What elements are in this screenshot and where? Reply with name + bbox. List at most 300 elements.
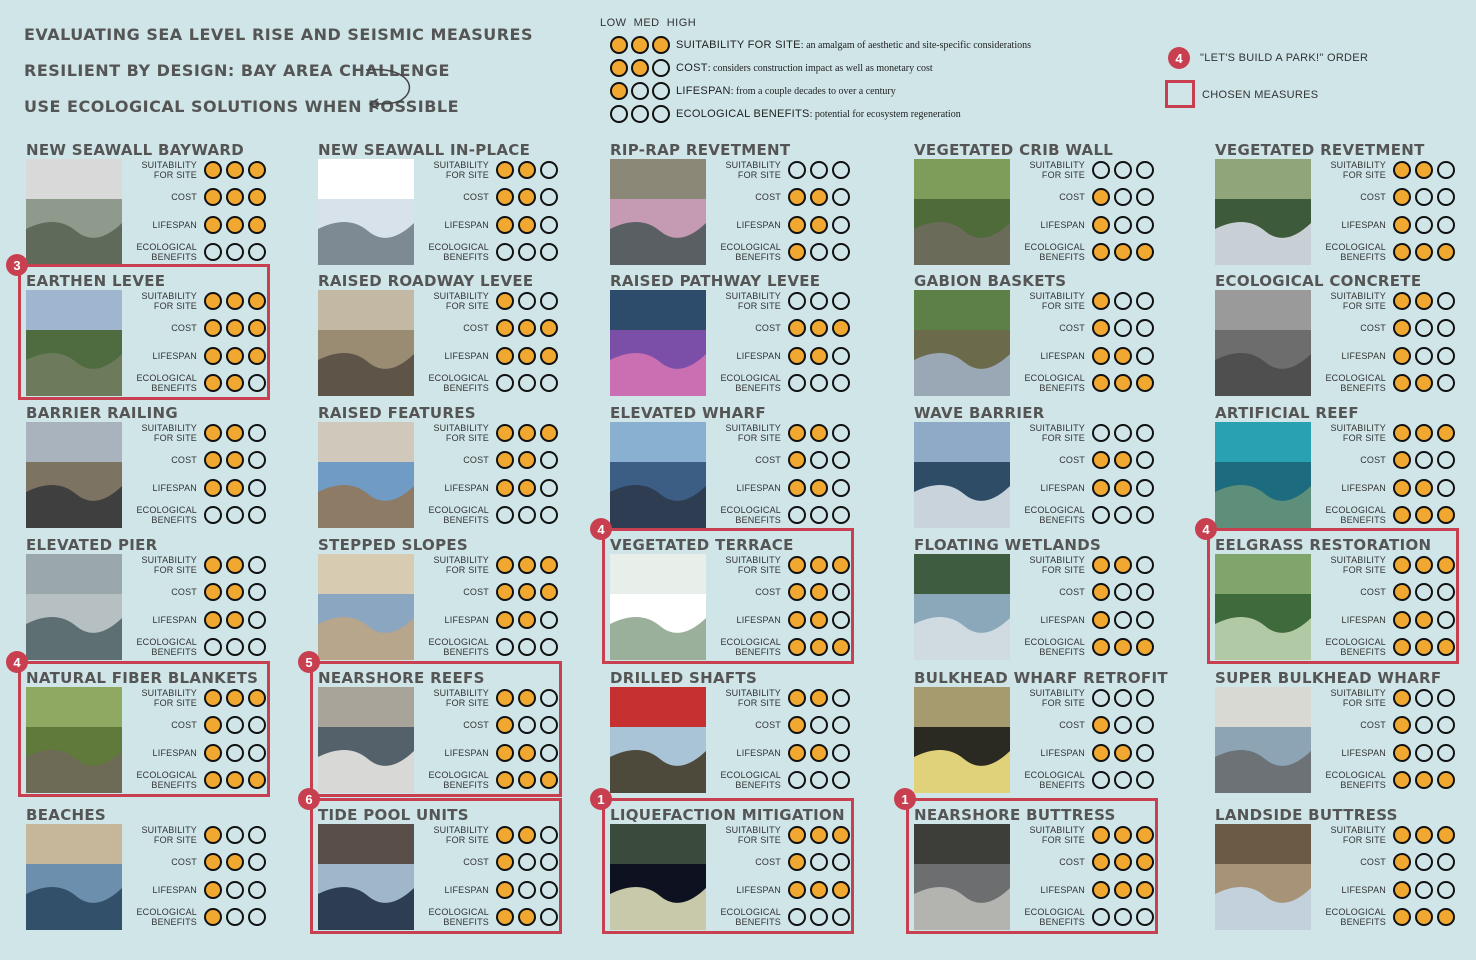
suitability-circle-icon (540, 556, 558, 574)
lifespan-label: LIFESPAN (1341, 885, 1386, 895)
lifespan-circle-icon (1136, 216, 1154, 234)
suitability-label-line-1: SUITABILITY (725, 825, 781, 835)
ecological-circle-icon (1393, 374, 1411, 392)
cost-circle-icon (1092, 583, 1110, 601)
suitability-circle-icon (248, 556, 266, 574)
cost-circle-icon (204, 188, 222, 206)
suitability-circle-icon (226, 161, 244, 179)
suitability-label-line-2: FOR SITE (737, 170, 781, 180)
suitability-label (141, 423, 197, 443)
measure-title: RAISED ROADWAY LEVEE (318, 272, 534, 290)
ecological-circle-icon (1136, 243, 1154, 261)
ecological-rating (708, 241, 850, 263)
ecological-circle-icon (1393, 908, 1411, 926)
cost-rating (1012, 714, 1154, 736)
cost-rating (1012, 186, 1154, 208)
suitability-label-line-1: SUITABILITY (433, 423, 489, 433)
cost-rating (1313, 317, 1455, 339)
lifespan-label: LIFESPAN (444, 220, 489, 230)
lifespan-label: LIFESPAN (152, 351, 197, 361)
ecological-circle-icon (1114, 506, 1132, 524)
ecological-label-line-2: BENEFITS (1039, 515, 1085, 525)
ecological-circle-icon (1114, 243, 1132, 261)
suitability-label-line-1: SUITABILITY (1029, 825, 1085, 835)
cost-circle-icon (1415, 853, 1433, 871)
cost-circle-icon (248, 188, 266, 206)
lifespan-circle-icon (788, 347, 806, 365)
lifespan-rating (1313, 345, 1455, 367)
ecological-circle-icon (248, 243, 266, 261)
ecological-label-line-2: BENEFITS (1340, 383, 1386, 393)
lifespan-rating (416, 609, 558, 631)
cost-circle-icon (1437, 853, 1455, 871)
lifespan-circle-icon (1136, 611, 1154, 629)
measure-card-vegetated-revetment (1213, 141, 1453, 269)
cost-label: COST (463, 587, 489, 597)
ecological-label-line-2: BENEFITS (151, 647, 197, 657)
suitability-circle-icon (496, 424, 514, 442)
suitability-rating (1012, 422, 1154, 444)
lifespan-circle-icon (204, 611, 222, 629)
suitability-circle-icon (1415, 689, 1433, 707)
ecological-label-line-1: ECOLOGICAL (136, 373, 197, 383)
legend-circle-icon (610, 59, 628, 77)
cost-circle-icon (1393, 319, 1411, 337)
measure-photo (26, 554, 122, 660)
lifespan-circle-icon (1136, 347, 1154, 365)
ecological-label-line-2: BENEFITS (443, 252, 489, 262)
cost-circle-icon (788, 319, 806, 337)
suitability-circle-icon (248, 161, 266, 179)
cost-label: COST (755, 587, 781, 597)
lifespan-circle-icon (832, 479, 850, 497)
suitability-label-line-2: FOR SITE (1041, 170, 1085, 180)
suitability-label-line-2: FOR SITE (1041, 698, 1085, 708)
chosen-frame (906, 798, 1158, 934)
ecological-circle-icon (1437, 908, 1455, 926)
lifespan-circle-icon (518, 479, 536, 497)
ecological-label-line-1: ECOLOGICAL (1325, 505, 1386, 515)
measure-title: FLOATING WETLANDS (914, 536, 1102, 554)
ecological-rating (1012, 504, 1154, 526)
ecological-circle-icon (810, 374, 828, 392)
suitability-circle-icon (1092, 689, 1110, 707)
suitability-label (725, 160, 781, 180)
suitability-label-line-2: FOR SITE (1342, 170, 1386, 180)
ecological-label (428, 637, 489, 657)
order-number-badge: 4 (1195, 518, 1217, 540)
lifespan-label: LIFESPAN (1341, 748, 1386, 758)
measure-card-floating-wetlands (912, 536, 1152, 664)
ecological-circle-icon (204, 506, 222, 524)
chosen-frame (310, 798, 562, 934)
legend-desc: : considers construction impact as well as monetary cost (707, 63, 933, 74)
measure-card-new-seawall-in-place (316, 141, 556, 269)
lifespan-label: LIFESPAN (1341, 483, 1386, 493)
ecological-circle-icon (1415, 908, 1433, 926)
ecological-label-line-1: ECOLOGICAL (1325, 373, 1386, 383)
legend-text (676, 85, 896, 97)
measure-title: BULKHEAD WHARF RETROFIT (914, 669, 1168, 687)
cost-circle-icon (1415, 319, 1433, 337)
suitability-label (141, 555, 197, 575)
suitability-circle-icon (518, 556, 536, 574)
lifespan-rating (708, 477, 850, 499)
cost-circle-icon (1136, 716, 1154, 734)
lifespan-circle-icon (540, 216, 558, 234)
measure-photo (610, 422, 706, 528)
cost-circle-icon (1437, 188, 1455, 206)
lifespan-label: LIFESPAN (444, 615, 489, 625)
cost-label: COST (755, 720, 781, 730)
suitability-label-line-2: FOR SITE (737, 698, 781, 708)
cost-rating (1313, 714, 1455, 736)
measure-photo (1215, 824, 1311, 930)
ecological-label-line-2: BENEFITS (735, 917, 781, 927)
lifespan-circle-icon (226, 881, 244, 899)
measure-title: VEGETATED TERRACE (610, 536, 794, 554)
cost-circle-icon (1437, 451, 1455, 469)
ecological-circle-icon (1437, 506, 1455, 524)
suitability-label-line-2: FOR SITE (737, 301, 781, 311)
cost-label: COST (1360, 455, 1386, 465)
ecological-circle-icon (248, 908, 266, 926)
lifespan-rating (708, 214, 850, 236)
measure-title: NATURAL FIBER BLANKETS (26, 669, 259, 687)
ecological-label (1325, 373, 1386, 393)
cost-label: COST (1059, 720, 1085, 730)
ecological-circle-icon (1114, 638, 1132, 656)
suitability-label (1029, 291, 1085, 311)
lifespan-circle-icon (1437, 744, 1455, 762)
cost-rating (708, 317, 850, 339)
cost-rating (708, 449, 850, 471)
lifespan-circle-icon (832, 216, 850, 234)
suitability-circle-icon (1114, 424, 1132, 442)
suitability-label-line-1: SUITABILITY (1029, 291, 1085, 301)
ecological-label-line-1: ECOLOGICAL (428, 505, 489, 515)
suitability-rating (708, 290, 850, 312)
suitability-circle-icon (496, 161, 514, 179)
suitability-circle-icon (1393, 292, 1411, 310)
cost-label: COST (1360, 857, 1386, 867)
measure-photo (914, 687, 1010, 793)
lifespan-label: LIFESPAN (1341, 220, 1386, 230)
lifespan-label: LIFESPAN (152, 483, 197, 493)
suitability-rating (708, 687, 850, 709)
suitability-circle-icon (1114, 292, 1132, 310)
lifespan-circle-icon (204, 881, 222, 899)
measure-title: EARTHEN LEVEE (26, 272, 166, 290)
measure-title: WAVE BARRIER (914, 404, 1045, 422)
suitability-rating (124, 554, 266, 576)
ecological-label-line-1: ECOLOGICAL (1325, 770, 1386, 780)
ecological-circle-icon (518, 506, 536, 524)
measure-card-elevated-wharf (608, 404, 848, 532)
ecological-label-line-1: ECOLOGICAL (1325, 637, 1386, 647)
ecological-circle-icon (832, 771, 850, 789)
ecological-circle-icon (1092, 374, 1110, 392)
ecological-label-line-1: ECOLOGICAL (428, 770, 489, 780)
measure-title: DRILLED SHAFTS (610, 669, 758, 687)
cost-circle-icon (248, 853, 266, 871)
lifespan-circle-icon (1393, 744, 1411, 762)
suitability-label (1029, 555, 1085, 575)
legend-row (610, 103, 961, 125)
suitability-label-line-2: FOR SITE (1342, 433, 1386, 443)
cost-circle-icon (1415, 451, 1433, 469)
cost-label: COST (1059, 323, 1085, 333)
suitability-circle-icon (518, 292, 536, 310)
lifespan-rating (124, 477, 266, 499)
lifespan-circle-icon (1393, 881, 1411, 899)
suitability-label-line-1: SUITABILITY (725, 160, 781, 170)
cost-circle-icon (226, 583, 244, 601)
lifespan-circle-icon (1415, 881, 1433, 899)
suitability-circle-icon (1114, 556, 1132, 574)
ecological-circle-icon (204, 638, 222, 656)
lifespan-circle-icon (1136, 744, 1154, 762)
cost-rating (416, 581, 558, 603)
cost-circle-icon (1114, 716, 1132, 734)
ecological-label-line-2: BENEFITS (443, 647, 489, 657)
chosen-frame (18, 264, 270, 400)
lifespan-circle-icon (1114, 347, 1132, 365)
suitability-label (1330, 688, 1386, 708)
measure-photo (914, 554, 1010, 660)
suitability-label (1330, 423, 1386, 443)
ecological-circle-icon (832, 506, 850, 524)
ecological-circle-icon (1415, 771, 1433, 789)
lifespan-rating (1012, 345, 1154, 367)
cost-circle-icon (788, 188, 806, 206)
ecological-label-line-2: BENEFITS (151, 917, 197, 927)
ecological-label (136, 242, 197, 262)
cost-label: COST (1059, 857, 1085, 867)
suitability-label-line-1: SUITABILITY (433, 555, 489, 565)
suitability-rating (124, 422, 266, 444)
cost-circle-icon (1393, 451, 1411, 469)
ecological-label-line-1: ECOLOGICAL (136, 242, 197, 252)
suitability-label-line-1: SUITABILITY (725, 688, 781, 698)
measure-card-drilled-shafts (608, 669, 848, 797)
suitability-circle-icon (810, 424, 828, 442)
legend-text (676, 108, 961, 120)
ecological-label-line-2: BENEFITS (1039, 780, 1085, 790)
suitability-circle-icon (810, 689, 828, 707)
suitability-rating (416, 422, 558, 444)
lifespan-circle-icon (788, 216, 806, 234)
measure-title: ARTIFICIAL REEF (1215, 404, 1359, 422)
cost-label: COST (463, 455, 489, 465)
suitability-label-line-2: FOR SITE (445, 170, 489, 180)
cost-circle-icon (1393, 188, 1411, 206)
suitability-label-line-2: FOR SITE (153, 698, 197, 708)
ecological-rating (1313, 372, 1455, 394)
lifespan-label: LIFESPAN (1040, 483, 1085, 493)
ecological-rating (1313, 906, 1455, 928)
cost-circle-icon (518, 451, 536, 469)
lifespan-label: LIFESPAN (444, 483, 489, 493)
cost-circle-icon (832, 188, 850, 206)
ecological-label-line-1: ECOLOGICAL (720, 373, 781, 383)
lifespan-circle-icon (1393, 347, 1411, 365)
suitability-label-line-1: SUITABILITY (1029, 160, 1085, 170)
suitability-label-line-2: FOR SITE (1041, 433, 1085, 443)
ecological-circle-icon (226, 506, 244, 524)
cost-circle-icon (1393, 716, 1411, 734)
cost-circle-icon (496, 583, 514, 601)
cost-label: COST (1360, 720, 1386, 730)
suitability-circle-icon (204, 161, 222, 179)
legend-circle-icon (652, 59, 670, 77)
lifespan-circle-icon (1114, 216, 1132, 234)
lifespan-circle-icon (540, 347, 558, 365)
suitability-rating (416, 290, 558, 312)
lifespan-circle-icon (248, 479, 266, 497)
cost-circle-icon (496, 451, 514, 469)
legend-circle-icon (631, 82, 649, 100)
cost-circle-icon (1114, 583, 1132, 601)
cost-rating (124, 186, 266, 208)
ecological-label-line-1: ECOLOGICAL (720, 907, 781, 917)
legend-circle-icon (631, 59, 649, 77)
lifespan-rating (124, 879, 266, 901)
suitability-circle-icon (540, 161, 558, 179)
suitability-label-line-1: SUITABILITY (1330, 555, 1386, 565)
suitability-circle-icon (788, 161, 806, 179)
measure-card-stepped-slopes (316, 536, 556, 664)
ecological-label-line-2: BENEFITS (1340, 647, 1386, 657)
suitability-circle-icon (1437, 424, 1455, 442)
ecological-circle-icon (518, 374, 536, 392)
measure-photo (1215, 687, 1311, 793)
cost-label: COST (755, 455, 781, 465)
measure-card-raised-roadway-levee (316, 272, 556, 400)
suitability-label-line-2: FOR SITE (1342, 835, 1386, 845)
suitability-circle-icon (204, 556, 222, 574)
header-line-1: EVALUATING SEA LEVEL RISE AND SEISMIC MEASURES (24, 25, 534, 44)
cost-circle-icon (496, 319, 514, 337)
suitability-label (141, 160, 197, 180)
suitability-circle-icon (204, 424, 222, 442)
ecological-label (428, 505, 489, 525)
suitability-circle-icon (1415, 424, 1433, 442)
ecological-circle-icon (204, 243, 222, 261)
measure-title: EELGRASS RESTORATION (1215, 536, 1432, 554)
ecological-circle-icon (788, 243, 806, 261)
suitability-circle-icon (1092, 292, 1110, 310)
cost-circle-icon (788, 716, 806, 734)
measure-photo (914, 422, 1010, 528)
suitability-circle-icon (226, 826, 244, 844)
lifespan-circle-icon (1437, 881, 1455, 899)
cost-label: COST (171, 720, 197, 730)
cost-label: COST (171, 857, 197, 867)
chosen-frame (1207, 528, 1459, 664)
suitability-rating (1313, 687, 1455, 709)
lifespan-rating (416, 214, 558, 236)
ecological-circle-icon (1393, 506, 1411, 524)
cost-circle-icon (1114, 319, 1132, 337)
measure-photo (26, 159, 122, 265)
ecological-label-line-2: BENEFITS (735, 515, 781, 525)
measure-card-raised-features (316, 404, 556, 532)
suitability-label-line-2: FOR SITE (153, 170, 197, 180)
suitability-rating (708, 422, 850, 444)
lifespan-circle-icon (1437, 347, 1455, 365)
ecological-circle-icon (1114, 771, 1132, 789)
lifespan-label: LIFESPAN (736, 220, 781, 230)
lifespan-circle-icon (518, 347, 536, 365)
measure-card-rip-rap-revetment (608, 141, 848, 269)
legend-desc: : from a couple decades to over a century (730, 86, 896, 97)
order-number-badge: 3 (6, 254, 28, 276)
chosen-frame (602, 798, 854, 934)
suitability-label-line-1: SUITABILITY (1330, 160, 1386, 170)
lifespan-circle-icon (810, 744, 828, 762)
lifespan-label: LIFESPAN (1341, 615, 1386, 625)
suitability-label-line-1: SUITABILITY (433, 160, 489, 170)
legend-circle-icon (652, 82, 670, 100)
cost-rating (124, 449, 266, 471)
measure-photo (318, 554, 414, 660)
measure-card-vegetated-crib-wall (912, 141, 1152, 269)
ecological-rating (416, 636, 558, 658)
lifespan-circle-icon (248, 216, 266, 234)
lifespan-circle-icon (496, 479, 514, 497)
cost-rating (124, 581, 266, 603)
ecological-label (428, 242, 489, 262)
suitability-circle-icon (788, 292, 806, 310)
legend-title: LIFESPAN (676, 85, 731, 97)
suitability-label-line-2: FOR SITE (1342, 301, 1386, 311)
ecological-label (1325, 242, 1386, 262)
cost-rating (1012, 449, 1154, 471)
ecological-rating (124, 906, 266, 928)
ecological-circle-icon (540, 243, 558, 261)
cost-circle-icon (540, 188, 558, 206)
lifespan-circle-icon (832, 347, 850, 365)
cost-label: COST (463, 323, 489, 333)
lifespan-label: LIFESPAN (152, 615, 197, 625)
cost-circle-icon (810, 716, 828, 734)
lifespan-circle-icon (226, 611, 244, 629)
suitability-label-line-1: SUITABILITY (725, 555, 781, 565)
cost-circle-icon (204, 451, 222, 469)
order-number-badge: 5 (298, 651, 320, 673)
suitability-circle-icon (540, 292, 558, 310)
cost-rating (708, 186, 850, 208)
suitability-label-line-1: SUITABILITY (725, 423, 781, 433)
suitability-circle-icon (496, 556, 514, 574)
ecological-label-line-2: BENEFITS (443, 383, 489, 393)
measure-card-super-bulkhead-wharf (1213, 669, 1453, 797)
suitability-circle-icon (1393, 424, 1411, 442)
measure-card-gabion-baskets (912, 272, 1152, 400)
ecological-rating (124, 241, 266, 263)
ecological-label (720, 505, 781, 525)
lifespan-label: LIFESPAN (736, 615, 781, 625)
order-number-badge: 1 (590, 788, 612, 810)
measure-photo (26, 824, 122, 930)
ecological-label (1024, 637, 1085, 657)
cost-circle-icon (248, 583, 266, 601)
suitability-circle-icon (1136, 689, 1154, 707)
lifespan-rating (1313, 742, 1455, 764)
cost-rating (1313, 186, 1455, 208)
cost-circle-icon (832, 451, 850, 469)
